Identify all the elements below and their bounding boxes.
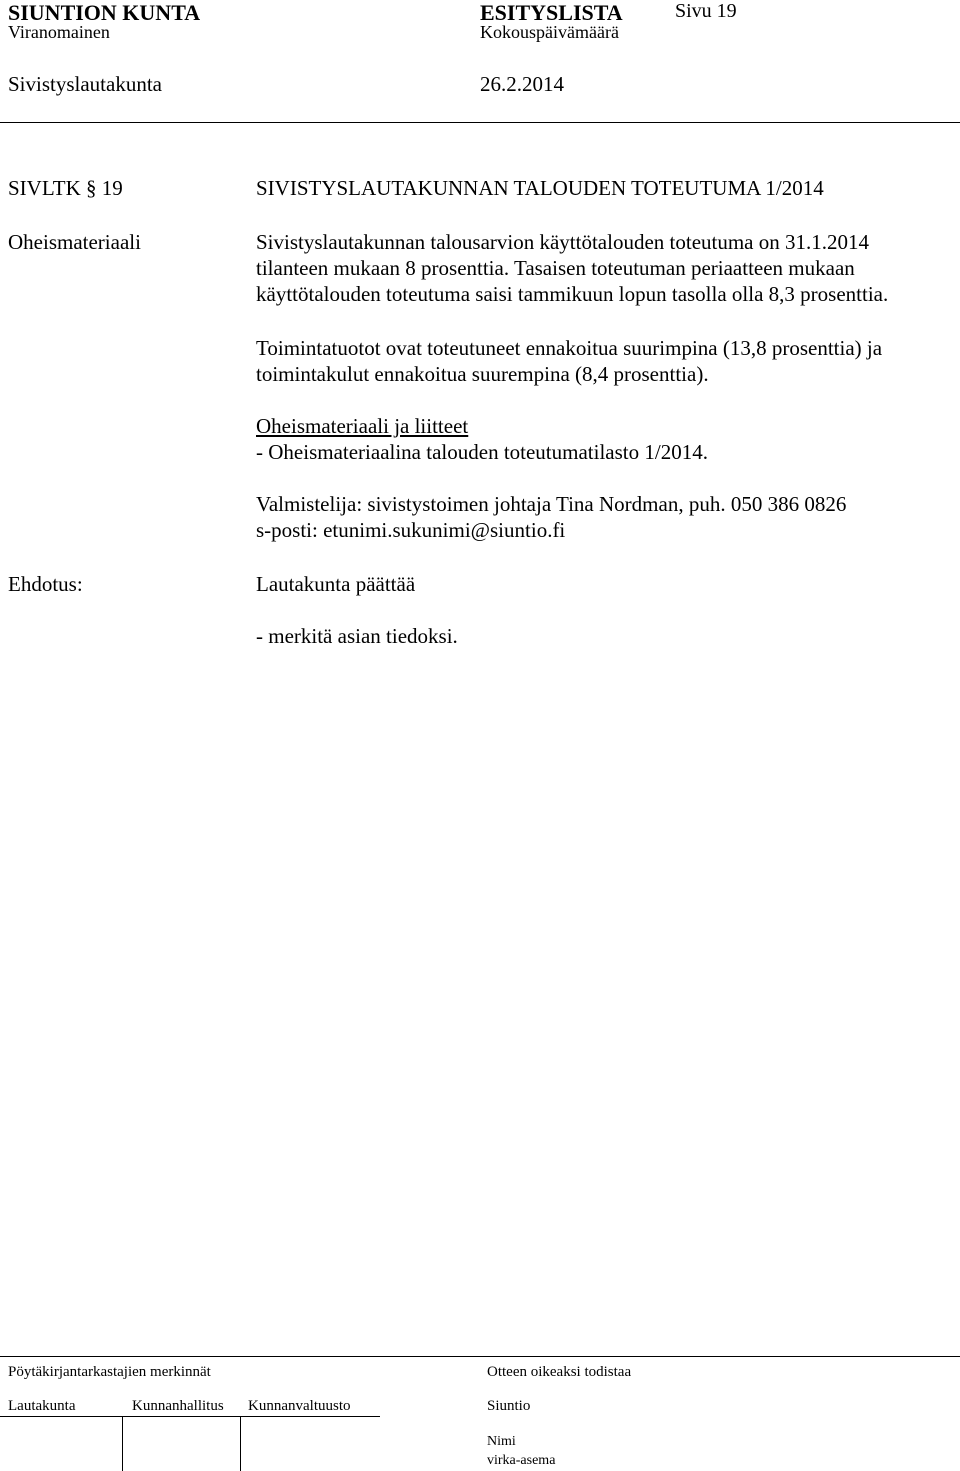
- document-type: ESITYSLISTA: [480, 0, 623, 25]
- attachments-item: - Oheismateriaalina talouden toteutumatilasto 1/2014.: [256, 440, 708, 464]
- footer-col-municipal-board: Kunnanhallitus: [132, 1398, 224, 1414]
- section-id: SIVLTK § 19: [8, 176, 123, 200]
- para1-line-1: Sivistyslautakunnan talousarvion käyttötalouden toteutuma on 31.1.2014: [256, 230, 869, 254]
- preparer-line: Valmistelija: sivistystoimen johtaja Tina Nordman, puh. 050 386 0826: [256, 492, 847, 516]
- footer-col-separator-1: [122, 1416, 123, 1471]
- email-line: s-posti: etunimi.sukunimi@siuntio.fi: [256, 518, 566, 542]
- section-title: SIVISTYSLAUTAKUNNAN TALOUDEN TOTEUTUMA 1/2014: [256, 176, 824, 200]
- footer-divider: [0, 1356, 960, 1357]
- municipality-name: SIUNTION KUNTA: [8, 0, 201, 25]
- footer-columns-divider: [0, 1416, 380, 1417]
- proposal-item: - merkitä asian tiedoksi.: [256, 624, 458, 648]
- authority-name: Sivistyslautakunta: [8, 72, 162, 96]
- header-divider: [0, 122, 960, 123]
- para2-line-2: toimintakulut ennakoitua suurempina (8,4 prosenttia).: [256, 362, 709, 386]
- footer-col-council: Kunnanvaltuusto: [248, 1398, 351, 1414]
- proposal-text: Lautakunta päättää: [256, 572, 416, 596]
- para2-line-1: Toimintatuotot ovat toteutuneet ennakoitua suurimpina (13,8 prosenttia) ja: [256, 336, 883, 360]
- footer-position-label: virka-asema: [487, 1453, 556, 1468]
- proposal-label: Ehdotus:: [8, 572, 83, 596]
- footer-col-separator-2: [240, 1416, 241, 1471]
- para1-line-2: tilanteen mukaan 8 prosenttia. Tasaisen toteutuman periaatteen mukaan: [256, 256, 855, 280]
- footer-col-board: Lautakunta: [8, 1398, 76, 1414]
- page-number: Sivu 19: [675, 0, 737, 22]
- para1-line-3: käyttötalouden toteutuma saisi tammikuun lopun tasolla olla 8,3 prosenttia.: [256, 282, 889, 306]
- reviewers-label: Pöytäkirjantarkastajien merkinnät: [8, 1364, 211, 1380]
- authority-label: Viranomainen: [8, 22, 110, 42]
- attachments-label: Oheismateriaali: [8, 230, 141, 254]
- footer-name-label: Nimi: [487, 1434, 516, 1449]
- meeting-date: 26.2.2014: [480, 72, 564, 96]
- certified-label: Otteen oikeaksi todistaa: [487, 1364, 632, 1380]
- attachments-heading: Oheismateriaali ja liitteet: [256, 414, 469, 438]
- meeting-date-label: Kokouspäivämäärä: [480, 22, 619, 42]
- footer-place: Siuntio: [487, 1398, 531, 1414]
